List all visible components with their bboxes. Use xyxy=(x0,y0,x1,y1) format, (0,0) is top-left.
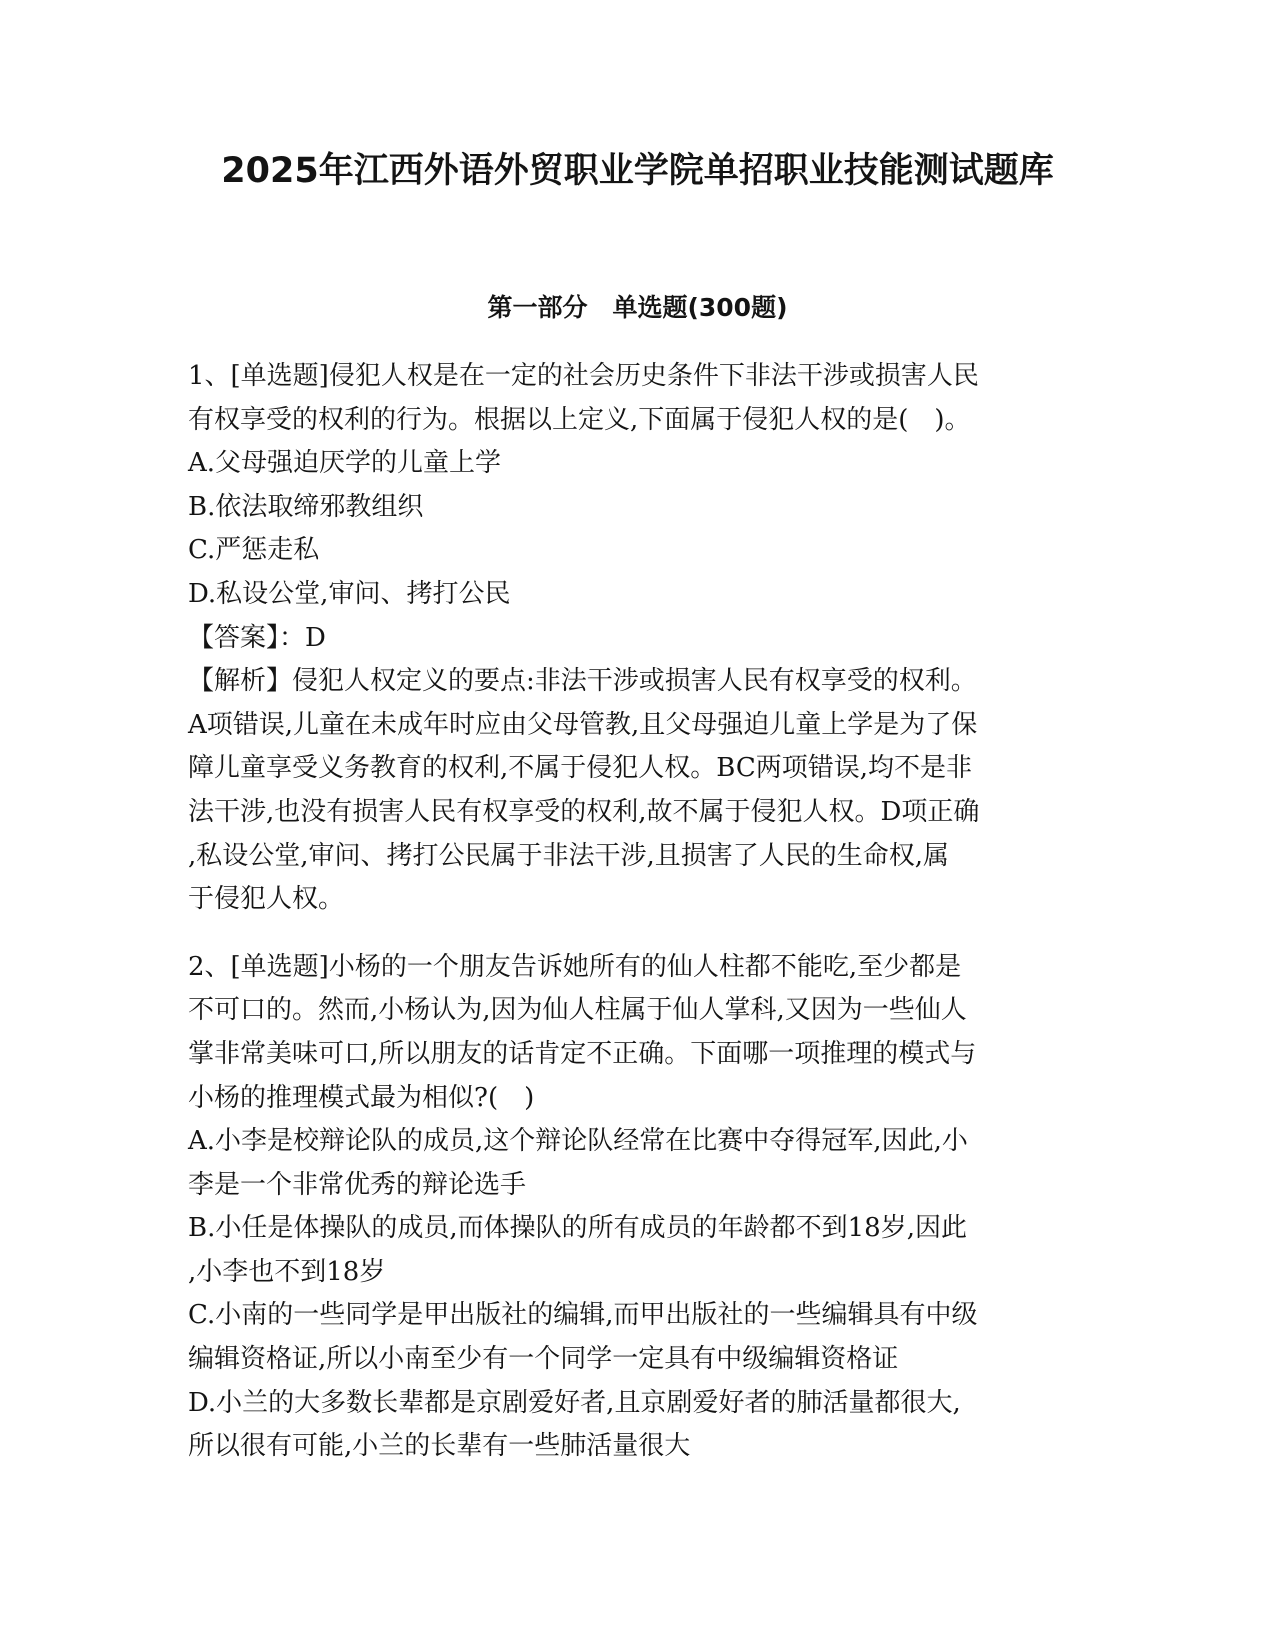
explanation-line: 法干涉,也没有损害人民有权享受的权利,故不属于侵犯人权。D项正确 xyxy=(188,796,980,827)
option-d-cont: 所以很有可能,小兰的长辈有一些肺活量很大 xyxy=(188,1431,691,1462)
section-title: 第一部分 单选题(300题) xyxy=(487,293,788,322)
option-b: B.依法取缔邪教组织 xyxy=(188,491,424,522)
explanation-line: 【解析】侵犯人权定义的要点:非法干涉或损害人民有权享受的权利。 xyxy=(188,666,977,697)
question-line: 小杨的推理模式最为相似?( ) xyxy=(188,1082,535,1113)
question-line: 掌非常美味可口,所以朋友的话肯定不正确。下面哪一项推理的模式与 xyxy=(188,1038,977,1069)
option-d: D.私设公堂,审问、拷打公民 xyxy=(188,578,511,609)
option-c: C.小南的一些同学是甲出版社的编辑,而甲出版社的一些编辑具有中级 xyxy=(188,1300,978,1331)
question-list xyxy=(188,355,1088,1469)
option-c-cont: 编辑资格证,所以小南至少有一个同学一定具有中级编辑资格证 xyxy=(188,1344,899,1375)
option-b: B.小任是体操队的成员,而体操队的所有成员的年龄都不到18岁,因此 xyxy=(188,1213,967,1244)
option-b-cont: ,小李也不到18岁 xyxy=(188,1256,386,1287)
question-1 xyxy=(188,355,1088,922)
question-line: 2、[单选题]小杨的一个朋友告诉她所有的仙人柱都不能吃,至少都是 xyxy=(188,951,962,982)
question-line: 1、[单选题]侵犯人权是在一定的社会历史条件下非法干涉或损害人民 xyxy=(188,361,979,391)
explanation-line: A项错误,儿童在未成年时应由父母管教,且父母强迫儿童上学是为了保 xyxy=(188,709,978,740)
option-a: A.小李是校辩论队的成员,这个辩论队经常在比赛中夺得冠军,因此,小 xyxy=(188,1126,968,1157)
explanation-line: 障儿童享受义务教育的权利,不属于侵犯人权。BC两项错误,均不是非 xyxy=(188,753,973,784)
question-line: 有权享受的权利的行为。根据以上定义,下面属于侵犯人权的是( )。 xyxy=(188,404,971,435)
option-a-cont: 李是一个非常优秀的辩论选手 xyxy=(188,1169,527,1200)
explanation-line: 于侵犯人权。 xyxy=(188,884,345,915)
explanation-line: ,私设公堂,审问、拷打公民属于非法干涉,且损害了人民的生命权,属 xyxy=(188,840,950,871)
answer: 【答案】：D xyxy=(188,622,326,653)
option-c: C.严惩走私 xyxy=(188,535,320,566)
question-2 xyxy=(188,946,1088,1469)
option-a: A.父母强迫厌学的儿童上学 xyxy=(188,448,502,479)
option-d: D.小兰的大多数长辈都是京剧爱好者,且京剧爱好者的肺活量都很大, xyxy=(188,1387,961,1418)
question-line: 不可口的。然而,小杨认为,因为仙人柱属于仙人掌科,又因为一些仙人 xyxy=(188,995,967,1026)
document-title: 2025年江西外语外贸职业学院单招职业技能测试题库 xyxy=(221,151,1054,191)
